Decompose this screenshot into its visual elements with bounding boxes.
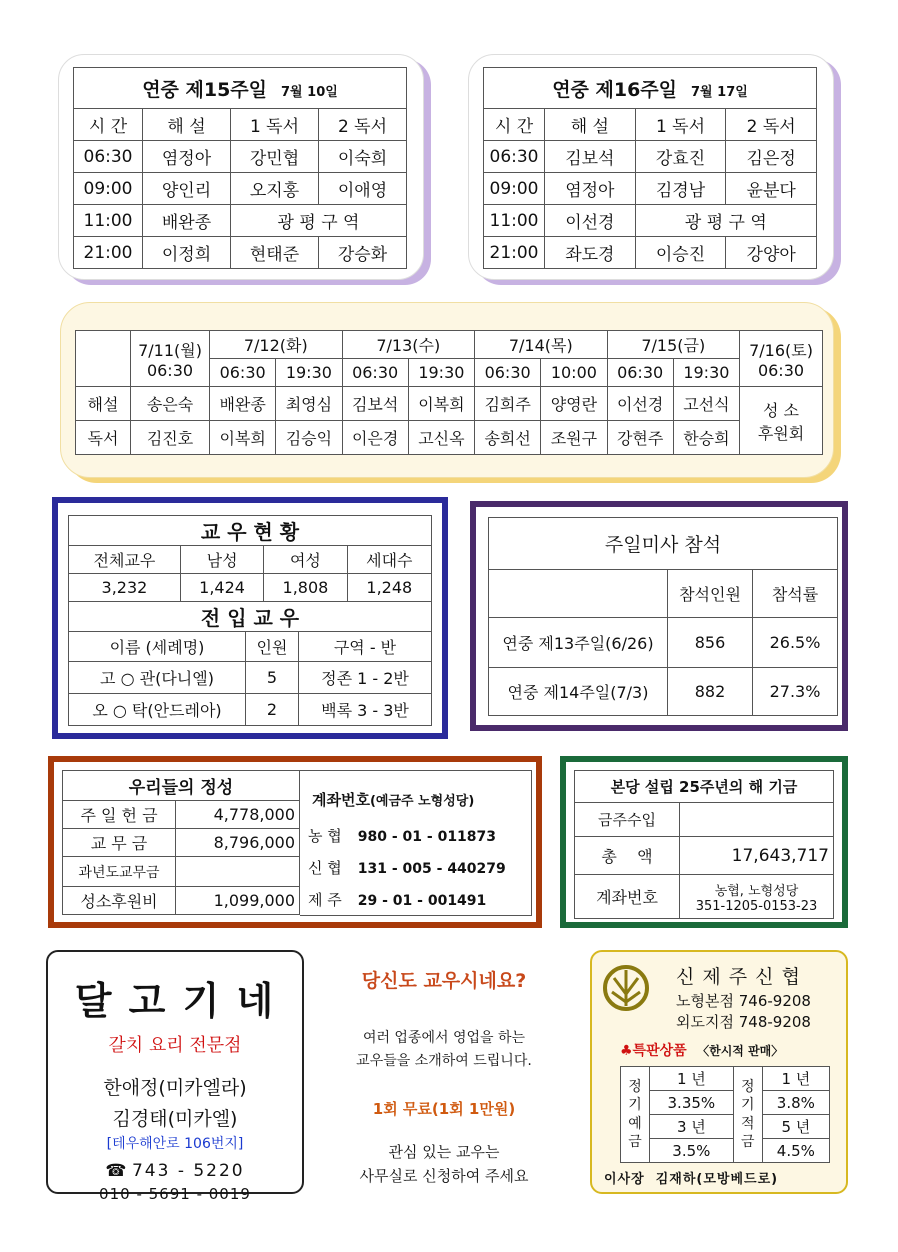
offering-panel <box>48 756 542 928</box>
week15-date: 7월 10일 <box>281 84 338 100</box>
owner-name: 한애정(미카엘라) <box>103 1077 247 1099</box>
header-time: 시 간 <box>74 109 143 141</box>
week16-panel <box>468 54 834 280</box>
members-panel <box>52 497 448 739</box>
restaurant-mobile: 010 - 5691 - 0019 <box>99 1185 251 1203</box>
header-commentary: 해 설 <box>143 109 231 141</box>
attendance-panel <box>470 501 848 731</box>
transfer-title: 전 입 교 우 <box>69 602 432 632</box>
table-row: 성소후원비 1,099,000 <box>63 887 300 915</box>
table-row: 06:30 김보석 강효진 김은정 <box>484 141 817 173</box>
offering-table <box>62 770 300 915</box>
day-mon: 7/11(월) <box>138 340 202 360</box>
members-title: 교 우 현 황 <box>69 516 432 546</box>
week16-title: 연중 제16주일 <box>552 78 678 101</box>
account-row: 제 주 29 - 01 - 001491 <box>308 891 487 909</box>
weekday-table: 7/11(월) 06:30 7/12(화) 7/13(수) 7/14(목) 7/15(금) 7/16(토) 06:30 06:30 19:30 06:30 19:30 06:30 10:00 06:30 19:30 해설 송은숙 배완종 최영심 김보석 이복희 김희주 양영란 이선경 고선식 성 소 후원회 독서 김진호 이복희 김승익 이은경 고신옥 송희선 조원구 강현주 한승희 <box>75 330 823 455</box>
transfer-table: 전 입 교 우 이름 (세례명) 인원 구역 - 반 고 ○ 관(다니엘) 5 정존 1 - 2반 오 ○ 탁(안드레아) 2 백록 3 - 3반 <box>68 601 432 726</box>
account-row: 신 협 131 - 005 - 440279 <box>308 859 506 877</box>
phone-icon: ☎ <box>105 1161 127 1181</box>
day-sat: 7/16(토) <box>749 340 813 360</box>
day-tue: 7/12(화) <box>210 331 343 359</box>
weekday-panel <box>60 302 834 478</box>
fund-total: 17,643,717 <box>680 837 834 875</box>
header-reading2: 2 독서 <box>319 109 407 141</box>
restaurant-name: 달 고 기 네 <box>74 979 276 1023</box>
table-row: 21:00 좌도경 이승진 강양아 <box>484 237 817 269</box>
day-fri: 7/15(금) <box>607 331 740 359</box>
table-row: 09:00 양인리 오지홍 이애영 <box>74 173 407 205</box>
attendance-table: 주일미사 참석 참석인원 참석률 연중 제13주일(6/26) 856 26.5% 연중 제14주일(7/3) 882 27.3% <box>488 517 838 716</box>
week15-panel <box>58 54 424 280</box>
fund-table: 본당 설립 25주년의 해 기금 금주수입 총 액 17,643,717 계좌번호 농협, 노형성당 351-1205-0153-23 <box>574 770 834 919</box>
table-row: 오 ○ 탁(안드레아) 2 백록 3 - 3반 <box>69 694 432 726</box>
rate-table: 정기예금 1 년 정기적금 1 년 3.35% 3.8% 3 년 5 년 3.5% 4.5% <box>620 1066 830 1163</box>
credit-union-ad <box>590 950 848 1194</box>
chairman: 이사장 김재하(모방베드로) <box>604 1172 779 1187</box>
promo-title: 당신도 교우시네요? <box>361 970 527 992</box>
week15-title: 연중 제15주일 <box>142 78 268 101</box>
header-time: 시 간 <box>484 109 545 141</box>
attendance-title: 주일미사 참석 <box>489 518 838 570</box>
table-row: 09:00 염정아 김경남 윤분다 <box>484 173 817 205</box>
header-reading1: 1 독서 <box>231 109 319 141</box>
table-row: 연중 제13주일(6/26) 856 26.5% <box>489 618 838 668</box>
fund-panel <box>560 756 848 928</box>
table-row: 교 무 금 8,796,000 <box>63 829 300 857</box>
week16-table <box>483 67 817 269</box>
table-row: 주 일 헌 금 4,778,000 <box>63 801 300 829</box>
restaurant-address: [테우해안로 106번지] <box>106 1136 244 1152</box>
promo-block: 당신도 교우시네요? 여러 업종에서 영업을 하는 교우들을 소개하여 드립니다. 1회 무료(1회 1만원) 관심 있는 교우는 사무실로 신청하여 주세요 <box>320 966 568 1186</box>
week15-table <box>73 67 407 269</box>
table-row: 해설 송은숙 배완종 최영심 김보석 이복희 김희주 양영란 이선경 고선식 성 소 후원회 <box>76 387 823 421</box>
table-row: 21:00 이정희 현태준 강승화 <box>74 237 407 269</box>
special-offer: ♣특판상품 〈한시적 판매〉 <box>620 1043 784 1059</box>
restaurant-subtitle: 갈치 요리 전문점 <box>108 1035 242 1056</box>
account-row: 농 협 980 - 01 - 011873 <box>308 827 497 845</box>
table-row: 고 ○ 관(다니엘) 5 정존 1 - 2반 <box>69 662 432 694</box>
header-reading2: 2 독서 <box>726 109 817 141</box>
credit-union-name: 신 제 주 신 협 <box>676 966 801 988</box>
account-title: 계좌번호(예금주 노형성당) <box>312 791 475 809</box>
offering-title: 우리들의 정성 <box>63 771 300 801</box>
promo-price: 1회 무료(1회 1만원) <box>372 1100 516 1118</box>
account-box <box>300 770 532 916</box>
table-row: 연중 제14주일(7/3) 882 27.3% <box>489 668 838 716</box>
restaurant-phone: ☎ 743 - 5220 <box>105 1161 245 1181</box>
week16-date: 7월 17일 <box>691 84 748 100</box>
fund-title: 본당 설립 25주년의 해 기금 <box>575 771 834 803</box>
header-reading1: 1 독서 <box>635 109 726 141</box>
table-row: 독서 김진호 이복희 김승익 이은경 고신옥 송희선 조원구 강현주 한승희 <box>76 421 823 455</box>
day-thu: 7/14(목) <box>475 331 608 359</box>
branch-phone: 노형본점 746-9208 <box>676 992 811 1010</box>
restaurant-ad <box>46 950 304 1203</box>
day-wed: 7/13(수) <box>342 331 475 359</box>
table-row: 11:00 배완종 광 평 구 역 <box>74 205 407 237</box>
table-row: 11:00 이선경 광 평 구 역 <box>484 205 817 237</box>
credit-union-logo-icon <box>602 964 650 1012</box>
header-commentary: 해 설 <box>545 109 636 141</box>
owner-name: 김경태(미카엘) <box>112 1108 238 1130</box>
table-row: 과년도교무금 <box>63 857 300 887</box>
branch-phone: 외도지점 748-9208 <box>676 1013 811 1031</box>
table-row: 06:30 염정아 강민협 이숙희 <box>74 141 407 173</box>
members-table: 교 우 현 황 전체교우 남성 여성 세대수 3,232 1,424 1,808 1,248 <box>68 515 432 602</box>
